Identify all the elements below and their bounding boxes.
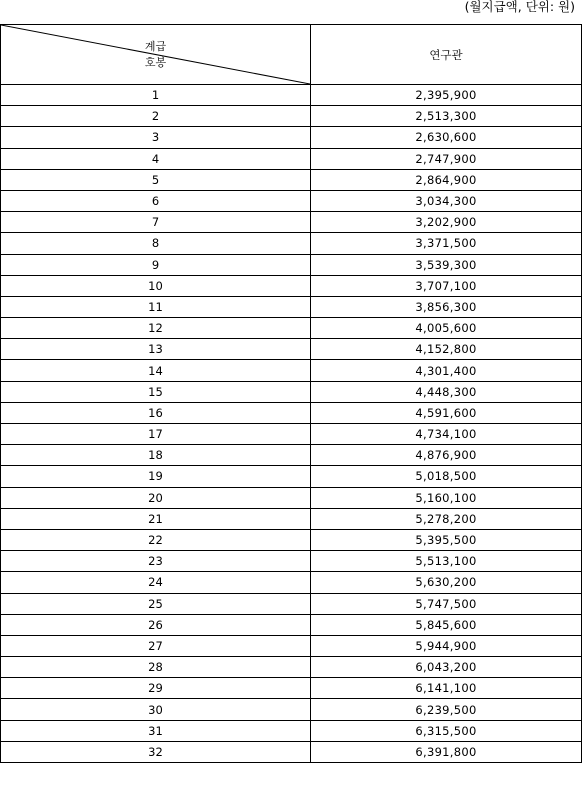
table-row bbox=[1, 296, 582, 317]
table-row bbox=[1, 487, 582, 508]
step-cell: 25 bbox=[1, 593, 311, 614]
step-cell: 1 bbox=[1, 85, 311, 106]
amount-cell: 2,630,600 bbox=[311, 127, 582, 148]
amount-cell: 5,747,500 bbox=[311, 593, 582, 614]
step-cell: 13 bbox=[1, 339, 311, 360]
table-row bbox=[1, 445, 582, 466]
step-cell: 2 bbox=[1, 106, 311, 127]
step-cell: 7 bbox=[1, 212, 311, 233]
amount-cell: 4,301,400 bbox=[311, 360, 582, 381]
table-row bbox=[1, 720, 582, 741]
amount-cell: 5,160,100 bbox=[311, 487, 582, 508]
step-cell: 24 bbox=[1, 572, 311, 593]
amount-cell: 3,371,500 bbox=[311, 233, 582, 254]
table-row bbox=[1, 381, 582, 402]
amount-cell: 2,513,300 bbox=[311, 106, 582, 127]
step-cell: 14 bbox=[1, 360, 311, 381]
table-row bbox=[1, 127, 582, 148]
table-row bbox=[1, 699, 582, 720]
table-row bbox=[1, 529, 582, 550]
amount-cell: 5,630,200 bbox=[311, 572, 582, 593]
table-row bbox=[1, 572, 582, 593]
step-cell: 19 bbox=[1, 466, 311, 487]
amount-cell: 4,876,900 bbox=[311, 445, 582, 466]
amount-cell: 4,152,800 bbox=[311, 339, 582, 360]
table-row bbox=[1, 190, 582, 211]
table-row bbox=[1, 466, 582, 487]
step-cell: 16 bbox=[1, 402, 311, 423]
amount-cell: 6,141,100 bbox=[311, 678, 582, 699]
step-cell: 9 bbox=[1, 254, 311, 275]
step-cell: 31 bbox=[1, 720, 311, 741]
table-row bbox=[1, 275, 582, 296]
amount-cell: 5,278,200 bbox=[311, 508, 582, 529]
table-row bbox=[1, 169, 582, 190]
amount-cell: 5,018,500 bbox=[311, 466, 582, 487]
amount-cell: 6,315,500 bbox=[311, 720, 582, 741]
table-row bbox=[1, 254, 582, 275]
table-row bbox=[1, 318, 582, 339]
amount-cell: 2,864,900 bbox=[311, 169, 582, 190]
table-row bbox=[1, 678, 582, 699]
step-cell: 26 bbox=[1, 614, 311, 635]
salary-table bbox=[0, 24, 582, 763]
table-row bbox=[1, 424, 582, 445]
table-row bbox=[1, 402, 582, 423]
step-cell: 32 bbox=[1, 741, 311, 762]
table-row bbox=[1, 741, 582, 762]
amount-cell: 3,856,300 bbox=[311, 296, 582, 317]
table-row bbox=[1, 635, 582, 656]
step-cell: 5 bbox=[1, 169, 311, 190]
table-row bbox=[1, 212, 582, 233]
step-cell: 11 bbox=[1, 296, 311, 317]
amount-cell: 3,034,300 bbox=[311, 190, 582, 211]
amount-cell: 4,448,300 bbox=[311, 381, 582, 402]
table-row bbox=[1, 85, 582, 106]
table-row bbox=[1, 614, 582, 635]
table-row bbox=[1, 148, 582, 169]
step-cell: 15 bbox=[1, 381, 311, 402]
amount-cell: 3,707,100 bbox=[311, 275, 582, 296]
amount-cell: 5,944,900 bbox=[311, 635, 582, 656]
amount-cell: 3,202,900 bbox=[311, 212, 582, 233]
table-row bbox=[1, 508, 582, 529]
table-row bbox=[1, 233, 582, 254]
step-cell: 18 bbox=[1, 445, 311, 466]
table-row bbox=[1, 360, 582, 381]
step-cell: 20 bbox=[1, 487, 311, 508]
amount-cell: 5,395,500 bbox=[311, 529, 582, 550]
amount-cell: 2,395,900 bbox=[311, 85, 582, 106]
corner-header-cell bbox=[1, 25, 311, 85]
table-row bbox=[1, 106, 582, 127]
table-body bbox=[1, 85, 582, 763]
amount-cell: 6,391,800 bbox=[311, 741, 582, 762]
step-cell: 4 bbox=[1, 148, 311, 169]
step-cell: 30 bbox=[1, 699, 311, 720]
table-header-row bbox=[1, 25, 582, 85]
step-cell: 3 bbox=[1, 127, 311, 148]
step-cell: 21 bbox=[1, 508, 311, 529]
step-cell: 29 bbox=[1, 678, 311, 699]
step-cell: 23 bbox=[1, 551, 311, 572]
table-row bbox=[1, 551, 582, 572]
amount-cell: 5,845,600 bbox=[311, 614, 582, 635]
amount-cell: 5,513,100 bbox=[311, 551, 582, 572]
amount-cell: 6,043,200 bbox=[311, 657, 582, 678]
unit-note: (월지급액, 단위: 원) bbox=[464, 0, 575, 14]
table-row bbox=[1, 657, 582, 678]
amount-cell: 6,239,500 bbox=[311, 699, 582, 720]
amount-cell: 3,539,300 bbox=[311, 254, 582, 275]
step-cell: 22 bbox=[1, 529, 311, 550]
step-cell: 28 bbox=[1, 657, 311, 678]
table-row bbox=[1, 593, 582, 614]
amount-cell: 2,747,900 bbox=[311, 148, 582, 169]
step-cell: 17 bbox=[1, 424, 311, 445]
step-label: 호봉 bbox=[144, 55, 167, 69]
step-cell: 12 bbox=[1, 318, 311, 339]
researcher-column-header: 연구관 bbox=[311, 25, 582, 85]
amount-cell: 4,005,600 bbox=[311, 318, 582, 339]
step-cell: 6 bbox=[1, 190, 311, 211]
step-cell: 8 bbox=[1, 233, 311, 254]
step-cell: 10 bbox=[1, 275, 311, 296]
amount-cell: 4,734,100 bbox=[311, 424, 582, 445]
rank-label: 계급 bbox=[144, 39, 167, 53]
table-row bbox=[1, 339, 582, 360]
step-cell: 27 bbox=[1, 635, 311, 656]
amount-cell: 4,591,600 bbox=[311, 402, 582, 423]
